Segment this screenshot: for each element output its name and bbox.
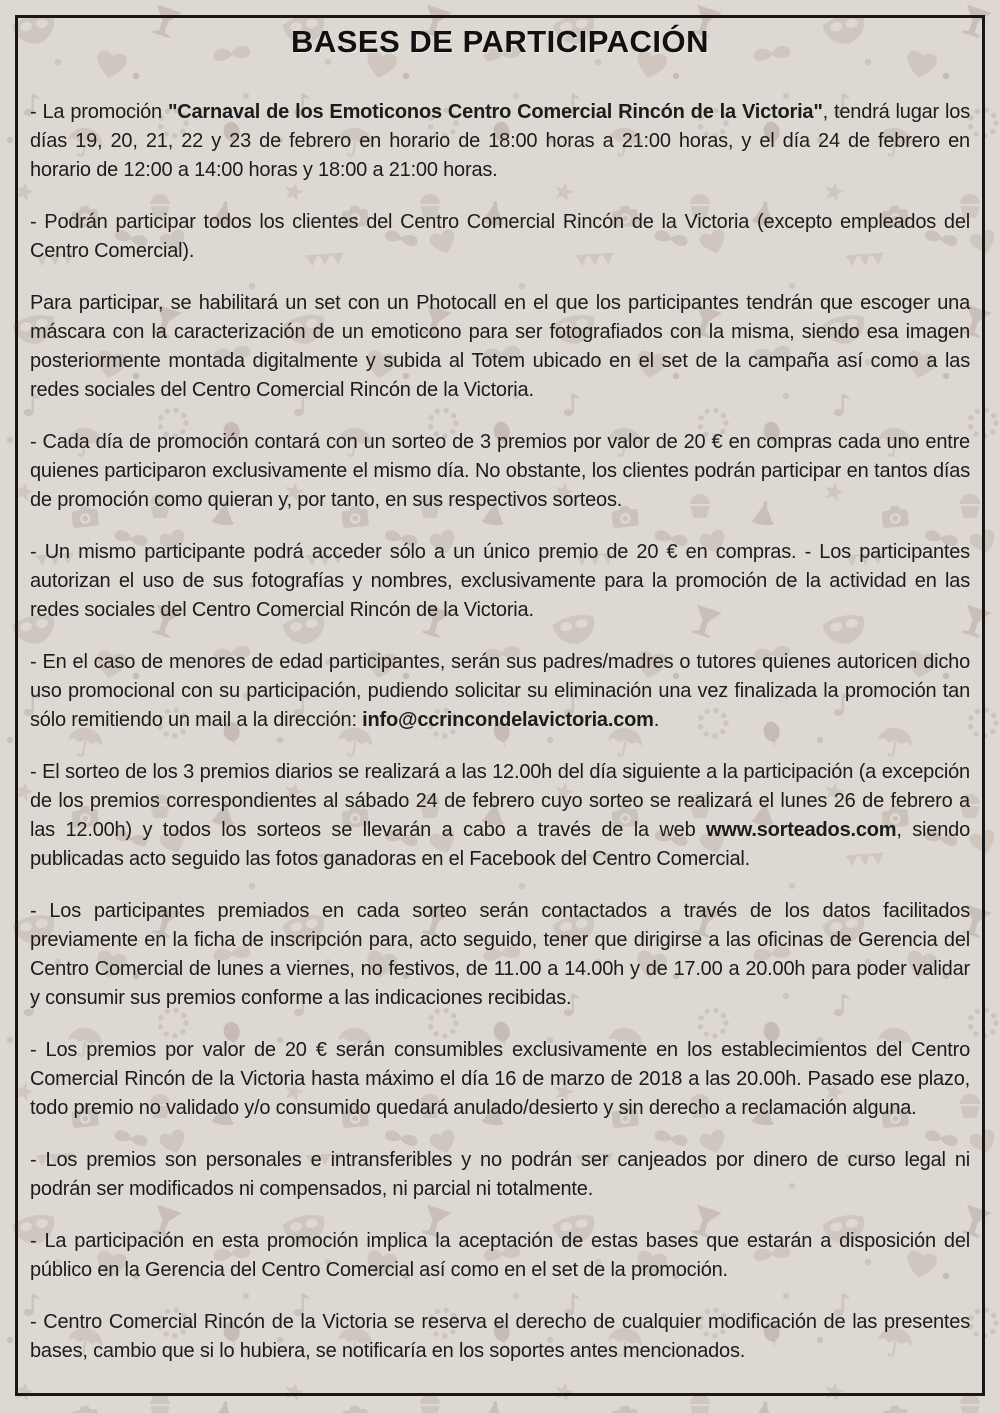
terms-text: - En el caso de menores de edad participantes, serán sus padres/madres o tutores quienes autoricen dicho uso promocional con su participación, pudiendo solicitar su eliminación una vez finalizada la promoción tan sólo remitiendo un mail a la dirección: xyxy=(30,651,970,731)
terms-paragraph xyxy=(30,538,970,625)
terms-text: - La participación en esta promoción implica la aceptación de estas bases que estarán a disposición del público en la Gerencia del Centro Comercial así como en el set de la promoción. xyxy=(30,1230,970,1281)
document-content xyxy=(30,22,970,1366)
terms-list xyxy=(30,98,970,1366)
terms-text: - Un mismo participante podrá acceder sólo a un único premio de 20 € en compras. - Los participantes autorizan el uso de sus fotografías y nombres, exclusivamente para la promoción de la actividad en las redes sociales del Centro Comercial Rincón de la Victoria. xyxy=(30,541,970,621)
terms-text: - Cada día de promoción contará con un sorteo de 3 premios por valor de 20 € en compras cada uno entre quienes participaron exclusivamente el mismo día. No obstante, los clientes podrán participar en tantos días de promoción como quieran y, por tanto, en sus respectivos sorteos. xyxy=(30,431,970,511)
terms-text-bold: info@ccrincondelavictoria.com xyxy=(362,709,654,731)
terms-paragraph xyxy=(30,1036,970,1123)
terms-paragraph xyxy=(30,897,970,1013)
terms-text: - Centro Comercial Rincón de la Victoria se reserva el derecho de cualquier modificación de las presentes bases, cambio que si lo hubiera, se notificaría en los soportes antes mencionados. xyxy=(30,1311,970,1362)
terms-text-bold: "Carnaval de los Emoticonos Centro Comercial Rincón de la Victoria" xyxy=(167,101,823,123)
terms-text: - La promoción xyxy=(30,101,168,123)
terms-text: , siendo publicadas acto seguido las fotos ganadoras en el Facebook del Centro Comercial. xyxy=(30,819,970,870)
terms-paragraph xyxy=(30,758,970,874)
terms-text: , tendrá lugar los días 19, 20, 21, 22 y 23 de febrero en horario de 18:00 horas a 21:00 horas, y el día 24 de febrero en horario de 12:00 a 14:00 horas y 18:00 a 21:00 horas. xyxy=(30,101,970,181)
terms-text: - Podrán participar todos los clientes del Centro Comercial Rincón de la Victoria (excepto empleados del Centro Comercial). xyxy=(30,211,970,262)
terms-paragraph xyxy=(30,289,970,405)
terms-paragraph xyxy=(30,648,970,735)
terms-paragraph xyxy=(30,428,970,515)
terms-text: Para participar, se habilitará un set con un Photocall en el que los participantes tendrán que escoger una máscara con la caracterización de un emoticono para ser fotografiados con la misma, siendo esa imagen posteriormente montada digitalmente y subida al Totem ubicado en el set de la campaña así como a las redes sociales del Centro Comercial Rincón de la Victoria. xyxy=(30,292,970,401)
terms-text: - El sorteo de los 3 premios diarios se realizará a las 12.00h del día siguiente a la participación (a excepción de los premios correspondientes al sábado 24 de febrero cuyo sorteo se realizará el lunes 26 de febrero a las 12.00h) y todos los sorteos se llevarán a cabo a través de la web xyxy=(30,761,970,841)
terms-text: - Los participantes premiados en cada sorteo serán contactados a través de los datos facilitados previamente en la ficha de inscripción para, acto seguido, tener que dirigirse a las oficinas de Gerencia del Centro Comercial de lunes a viernes, no festivos, de 11.00 a 14.00h y de 17.00 a 20.00h para poder validar y consumir sus premios conforme a las indicaciones recibidas. xyxy=(30,900,970,1009)
terms-paragraph xyxy=(30,1227,970,1285)
terms-paragraph xyxy=(30,1146,970,1204)
terms-text-bold: www.sorteados.com xyxy=(706,819,897,841)
terms-paragraph xyxy=(30,98,970,185)
terms-text: - Los premios por valor de 20 € serán consumibles exclusivamente en los establecimientos del Centro Comercial Rincón de la Victoria hasta máximo el día 16 de marzo de 2018 a las 20.00h. Pasado ese plazo, todo premio no validado y/o consumido quedará anulado/desierto y sin derecho a reclamación alguna. xyxy=(30,1039,970,1119)
terms-text: . xyxy=(653,709,660,731)
terms-paragraph xyxy=(30,1308,970,1366)
page-title: BASES DE PARTICIPACIÓN xyxy=(290,24,710,59)
terms-text: - Los premios son personales e intransferibles y no podrán ser canjeados por dinero de curso legal ni podrán ser modificados ni compensados, ni parcial ni totalmente. xyxy=(30,1149,970,1200)
terms-paragraph xyxy=(30,208,970,266)
